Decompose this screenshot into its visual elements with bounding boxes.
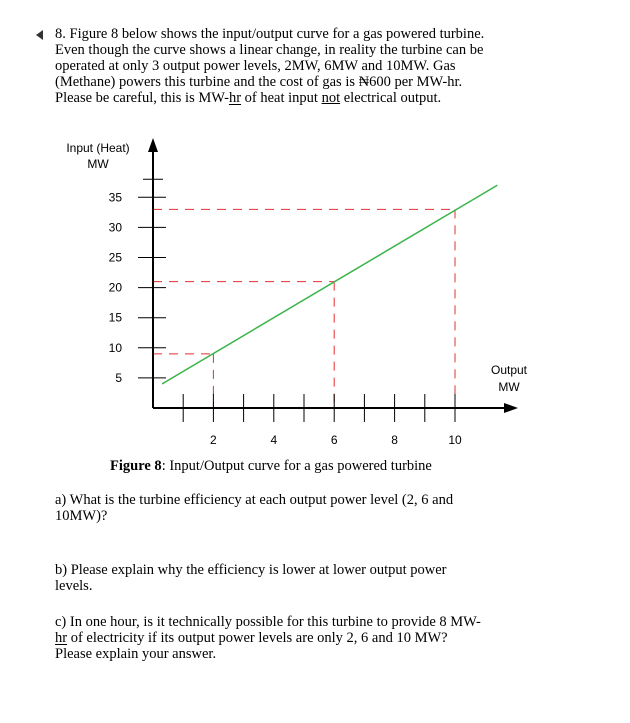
part-c: c) In one hour, is it technically possible for this turbine to provide 8 MW- hr of electricity if its output power levels are only 2, 6 and 10 MW? Please explain your answer. [55,614,481,662]
figure-label: Figure 8 [110,458,162,474]
y-axis-label-line-1: Input (Heat) [66,141,130,155]
question-line-2: Even though the curve shows a linear change, in reality the turbine can be [55,42,484,58]
y-tick-label: 25 [108,250,122,265]
x-axis-label-line-2: MW [498,380,520,394]
y-axis-arrow [148,138,158,152]
x-tick-label: 2 [210,433,217,447]
x-tick-label: 6 [330,433,338,447]
question-line-3: operated at only 3 output power levels, 2MW, 6MW and 10MW. Gas [55,58,456,74]
y-tick-label: 10 [108,340,122,355]
y-tick-label: 5 [115,370,122,385]
question-line-4: (Methane) powers this turbine and the cost of gas is ₦600 per MW-hr. [55,74,463,90]
x-tick-label: 10 [448,433,462,447]
y-tick-label: 20 [108,280,122,295]
question-line-1: 8. Figure 8 below shows the input/output curve for a gas powered turbine. [55,26,485,42]
x-axis-arrow [504,403,518,413]
y-tick-label: 30 [108,220,122,235]
not-word: not [321,90,341,106]
guide-lines [153,209,455,408]
x-axis-label-line-1: Output [490,363,528,377]
hr-word-2: hr [55,630,68,646]
part-a: a) What is the turbine efficiency at each output power level (2, 6 and 10MW)? [55,492,454,524]
question-number: 8. [55,26,66,42]
question-line-5: Please be careful, this is MW-hr of heat input not electrical output. [55,90,442,106]
hr-word: hr [228,90,242,106]
y-axis-label-line-2: MW [87,157,109,171]
figure-caption: Figure 8: Input/Output curve for a gas powered turbine [110,458,432,474]
part-b: b) Please explain why the efficiency is lower at lower output power levels. [55,562,447,594]
x-tick-label: 4 [270,433,278,447]
io-curve-line [162,185,497,384]
y-tick-label: 15 [108,310,122,325]
x-axis-ticks [183,394,462,447]
y-tick-label: 35 [108,190,122,205]
x-tick-label: 8 [391,433,398,447]
